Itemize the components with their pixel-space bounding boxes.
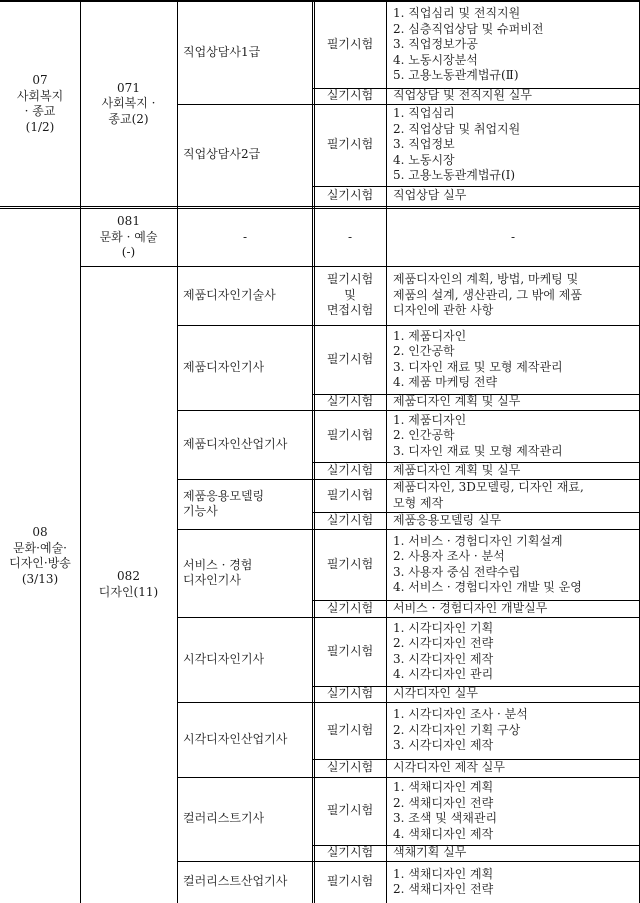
exam-type-practical: 실기시험 <box>326 462 374 477</box>
exam-type-practical: 실기시험 <box>326 760 374 775</box>
group-divider <box>0 206 640 209</box>
written-subjects: 1. 제품디자인 2. 인간공학 3. 디자인 재료 및 모형 제작관리 4. 제품 마케팅 전략 <box>393 328 563 389</box>
qualification-name: 제품디자인기술사 <box>183 287 276 302</box>
written-subjects: 1. 직업심리 2. 직업상담 및 취업지원 3. 직업정보 4. 노동시장 5. 고용노동관계법규(Ⅰ) <box>393 106 521 183</box>
exam-type-written: 필기시험 <box>326 137 374 152</box>
qualification-name: 직업상담사1급 <box>183 45 261 60</box>
row-divider <box>177 325 639 326</box>
col-divider <box>386 0 387 903</box>
exam-type-written: 필기시험 <box>326 722 374 737</box>
exam-type-written-interview: 필기시험 및 면접시험 <box>326 272 374 318</box>
exam-type-practical: 실기시험 <box>326 686 374 701</box>
qualification-name: 컬러리스트기사 <box>183 811 265 826</box>
middle-category-082: 082 디자인(11) <box>98 569 159 599</box>
practical-subject: 직업상담 실무 <box>393 188 467 203</box>
row-divider <box>177 617 639 618</box>
exam-type-written: 필기시험 <box>326 643 374 658</box>
placeholder-cell: - <box>347 229 353 244</box>
exam-type-practical: 실기시험 <box>326 394 374 409</box>
row-divider <box>177 104 639 105</box>
written-subjects: 제품디자인, 3D모델링, 디자인 재료, 모형 제작 <box>393 480 584 510</box>
row-divider <box>177 410 639 411</box>
placeholder-cell: - <box>242 229 248 244</box>
row-divider <box>177 777 639 778</box>
qualification-name: 컬러리스트산업기사 <box>183 874 288 889</box>
exam-type-written: 필기시험 <box>326 487 374 502</box>
practical-subject: 시각디자인 제작 실무 <box>393 760 505 775</box>
exam-type-written: 필기시험 <box>326 37 374 52</box>
col-divider <box>80 0 81 903</box>
row-divider <box>177 529 639 530</box>
exam-type-written: 필기시험 <box>326 556 374 571</box>
major-category-08: 08 문화·예술· 디자인·방송 (3/13) <box>9 525 71 586</box>
exam-type-practical: 실기시험 <box>326 845 374 860</box>
practical-subject: 직업상담 및 전직지원 실무 <box>393 88 532 103</box>
qualification-name: 서비스 · 경험 디자인기사 <box>183 557 253 587</box>
written-subjects: 1. 직업심리 및 전직지원 2. 심층직업상담 및 슈퍼비전 3. 직업정보가공 4. 노동시장분석 5. 고용노동관계법규(Ⅱ) <box>393 6 544 83</box>
exam-subjects: 제품디자인의 계획, 방법, 마케팅 및 제품의 설계, 생산관리, 그 밖에 제품 디자인에 관한 사항 <box>393 272 582 318</box>
major-category-07: 07 사회복지 · 종교 (1/2) <box>16 73 64 134</box>
exam-type-written: 필기시험 <box>326 803 374 818</box>
qualification-name: 시각디자인산업기사 <box>183 731 288 746</box>
qualification-name: 제품응용모델링 기능사 <box>183 488 265 518</box>
qualification-name: 시각디자인기사 <box>183 651 265 666</box>
middle-category-071: 071 사회복지 · 종교(2) <box>101 80 156 126</box>
subrow-divider <box>313 186 639 187</box>
qualification-name: 직업상담사2급 <box>183 147 261 162</box>
written-subjects: 1. 시각디자인 조사 · 분석 2. 시각디자인 기획 구상 3. 시각디자인 제작 <box>393 707 528 753</box>
practical-subject: 색채기획 실무 <box>393 845 467 860</box>
exam-type-practical: 실기시험 <box>326 188 374 203</box>
written-subjects: 1. 서비스 · 경험디자인 기획설계 2. 사용자 조사 · 분석 3. 사용자 중심 전략수립 4. 서비스 · 경험디자인 개발 및 운영 <box>393 533 582 594</box>
written-subjects: 1. 색채디자인 계획 2. 색채디자인 전략 <box>393 866 494 896</box>
exam-type-practical: 실기시험 <box>326 600 374 615</box>
exam-type-written: 필기시험 <box>326 874 374 889</box>
exam-type-practical: 실기시험 <box>326 88 374 103</box>
middle-category-081: 081 문화 · 예술 (-) <box>99 214 158 260</box>
practical-subject: 서비스 · 경험디자인 개발실무 <box>393 600 548 615</box>
qualification-name: 제품디자인기사 <box>183 359 265 374</box>
table-border-top <box>0 0 640 2</box>
written-subjects: 1. 시각디자인 기획 2. 시각디자인 전략 3. 시각디자인 제작 4. 시각디자인 관리 <box>393 620 494 681</box>
written-subjects: 1. 색채디자인 계획 2. 색채디자인 전략 3. 조색 및 색채관리 4. 색채디자인 제작 <box>393 780 498 841</box>
practical-subject: 제품디자인 계획 및 실무 <box>393 462 521 477</box>
exam-type-written: 필기시험 <box>326 428 374 443</box>
practical-subject: 시각디자인 실무 <box>393 686 478 701</box>
row-divider <box>177 702 639 703</box>
exam-type-practical: 실기시험 <box>326 512 374 527</box>
placeholder-cell: - <box>510 229 516 244</box>
qualification-name: 제품디자인산업기사 <box>183 436 288 451</box>
practical-subject: 제품응용모델링 실무 <box>393 512 502 527</box>
written-subjects: 1. 제품디자인 2. 인간공학 3. 디자인 재료 및 모형 제작관리 <box>393 412 563 458</box>
exam-type-written: 필기시험 <box>326 351 374 366</box>
row-divider <box>177 861 639 862</box>
row-divider <box>80 266 639 267</box>
practical-subject: 제품디자인 계획 및 실무 <box>393 394 521 409</box>
col-divider <box>177 0 178 903</box>
